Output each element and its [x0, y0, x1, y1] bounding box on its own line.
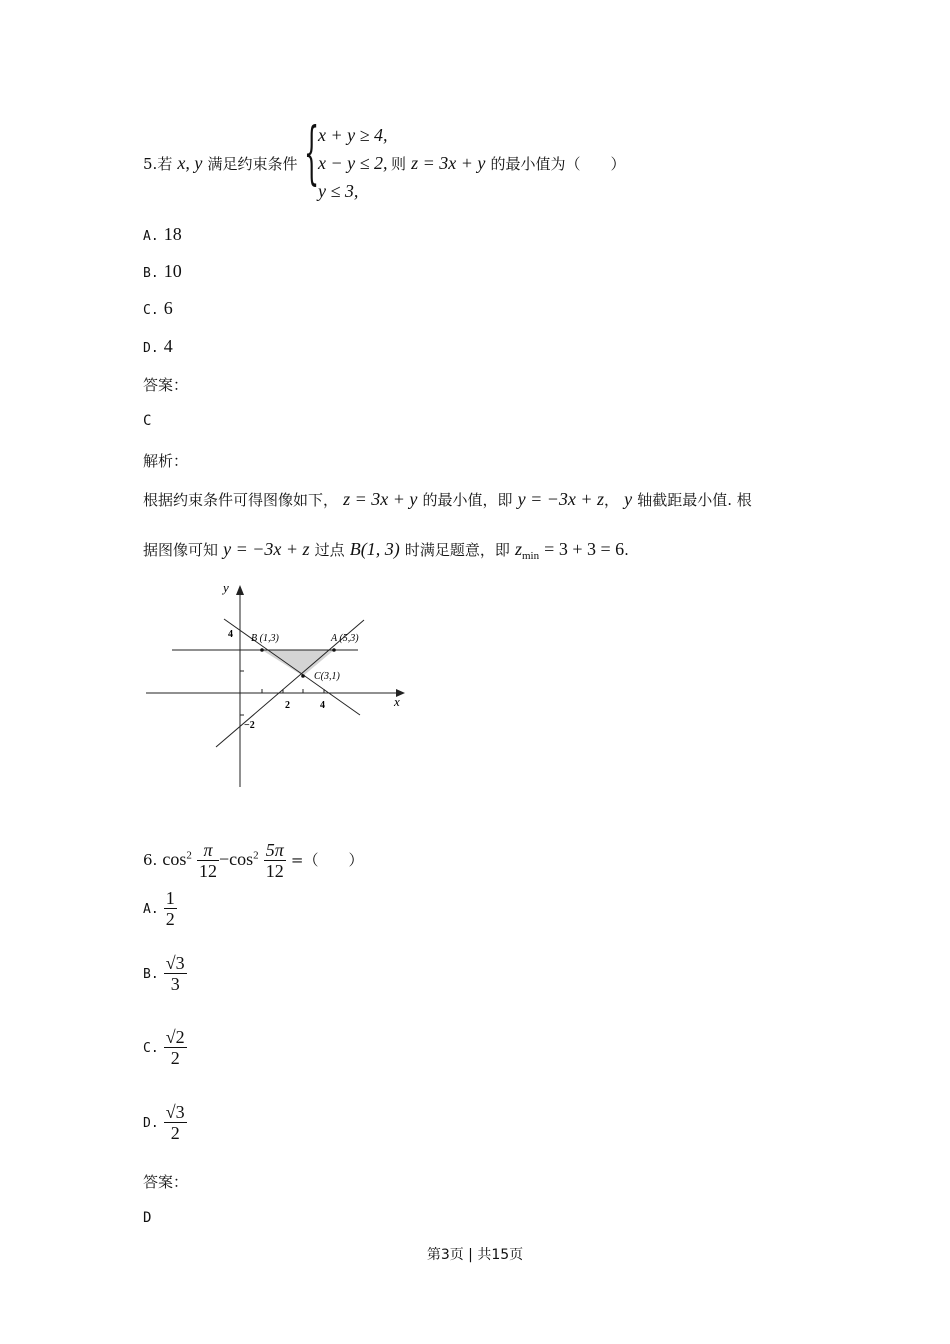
q5-number: 5. — [143, 155, 158, 173]
axis-x-label: x — [394, 694, 400, 709]
q5-answer-heading: 答案： — [143, 376, 189, 394]
q5-option-c: C. 6 — [143, 298, 173, 318]
point-c-label: C(3,1) — [314, 671, 340, 682]
q5-objective: z = 3x + y — [411, 153, 486, 173]
point-a — [332, 648, 336, 652]
point-c — [301, 674, 305, 678]
q6-answer-heading: 答案： — [143, 1173, 189, 1191]
q6-option-c: C. $\frac{√2}{2}$ — [143, 1027, 185, 1068]
y-axis-arrow — [236, 585, 244, 595]
q5-answer: C — [143, 413, 152, 429]
page-footer: 第3页 | 共15页 — [426, 1247, 524, 1263]
point-b — [260, 648, 264, 652]
q5-vars: x, y — [177, 153, 203, 173]
q5-constraint-2: x − y ≤ 2, — [318, 153, 388, 173]
q5-constraint-1: x + y ≥ 4, — [318, 125, 388, 145]
q6-frac-1: $\frac{\pi}{12}$ — [199, 840, 217, 881]
q5-option-b: B. 10 — [143, 261, 182, 281]
feasible-region-graph — [140, 575, 420, 795]
q6-frac-2: $\frac{5\pi}{12}$ — [265, 840, 284, 881]
q5-cond-text: 满足约束条件 — [207, 155, 298, 173]
axis-y-label: y — [223, 580, 229, 595]
q6-option-a: A. $\frac{1}{2}$ — [143, 888, 175, 929]
q6-number: 6. — [143, 851, 158, 869]
q5-option-d: D. 4 — [143, 336, 173, 356]
q5-lead: 若 — [157, 155, 173, 173]
tick-label-y-neg2: −2 — [244, 720, 255, 731]
q6-answer: D — [143, 1210, 152, 1226]
tick-label-x-4: 4 — [320, 700, 325, 711]
q5-analysis-line-2: 据图像可知 y = −3x + z 过点 B(1, 3) 时满足题意，即 $z_{min} = 3 + 3 = 6$. — [143, 539, 629, 563]
q6-option-b: B. $\frac{√3}{3}$ — [143, 953, 185, 994]
q5-option-a: A. 18 — [143, 224, 182, 244]
q5-analysis-line-1: 根据约束条件可得图像如下， z = 3x + y 的最小值，即 y = −3x + z， y 轴截距最小值. 根 — [143, 489, 752, 509]
q5-analysis-heading: 解析： — [143, 452, 189, 470]
point-a-label: A (5,3) — [331, 633, 359, 644]
q6-option-d: D. $\frac{√3}{2}$ — [143, 1102, 185, 1143]
q5-stem-tail — [391, 153, 626, 174]
q5-then: 则 — [391, 155, 407, 173]
q6-stem: 6. $\cos^2$ $\frac{\pi}{12}$ $-\cos^2$ $\frac{5\pi}{12}$ =（ ） — [143, 840, 364, 881]
q5-stem — [143, 153, 298, 174]
q5-constraint-3: y ≤ 3, — [318, 181, 359, 201]
q5-brace: { — [304, 114, 320, 193]
tick-label-x-2: 2 — [285, 700, 290, 711]
tick-label-y-4: 4 — [228, 629, 233, 640]
q5-ask: 的最小值为（ ） — [490, 155, 626, 173]
point-b-label: B (1,3) — [251, 633, 279, 644]
